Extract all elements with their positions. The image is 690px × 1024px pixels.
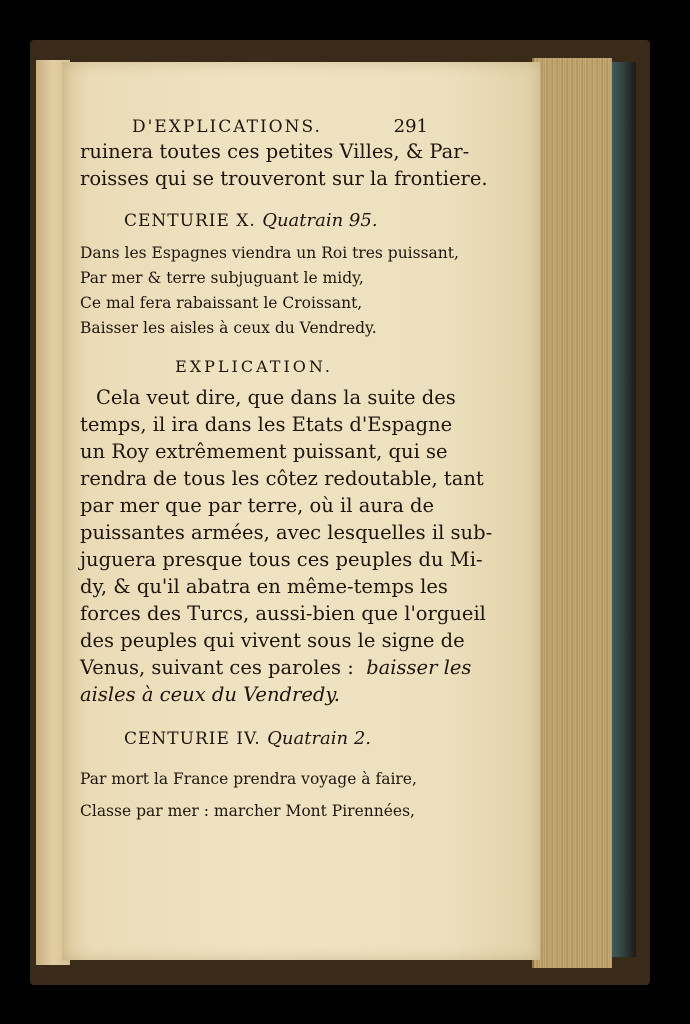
verse-line: Baisser les aisles à ceux du Vendredy. bbox=[80, 319, 377, 337]
text-line bbox=[80, 654, 472, 681]
text-line: rendra de tous les côtez redoutable, tant bbox=[80, 467, 484, 490]
verse-line: Ce mal fera rabaissant le Croissant, bbox=[80, 294, 363, 312]
text-line: juguera presque tous ces peuples du Mi- bbox=[80, 548, 483, 571]
running-head bbox=[80, 116, 428, 136]
page-block-edge bbox=[532, 58, 612, 968]
text-line: un Roy extrêmement puissant, qui se bbox=[80, 440, 448, 463]
verse-block bbox=[80, 241, 459, 341]
opening-paragraph bbox=[80, 138, 488, 192]
text-segment: Venus, suivant ces paroles : bbox=[80, 656, 354, 679]
running-head-title: D'EXPLICATIONS. bbox=[132, 117, 322, 137]
section-heading-italic: Quatrain 95. bbox=[262, 210, 378, 231]
section-heading-label: CENTURIE IV. bbox=[124, 729, 261, 749]
verse-line: Par mer & terre subjuguant le midy, bbox=[80, 269, 364, 287]
verse-line: Dans les Espagnes viendra un Roi tres puissant, bbox=[80, 244, 459, 262]
text-line: Cela veut dire, que dans la suite des bbox=[96, 386, 456, 409]
explication-heading: EXPLICATION. bbox=[175, 357, 333, 376]
text-line: dy, & qu'il abatra en même-temps les bbox=[80, 575, 448, 598]
section-heading bbox=[124, 210, 428, 231]
text-line: roisses qui se trouveront sur la frontiere. bbox=[80, 167, 488, 190]
quoted-phrase-line: aisles à ceux du Vendredy. bbox=[80, 683, 340, 706]
verse-line: Par mort la France prendra voyage à faire, bbox=[80, 770, 417, 788]
verse-line: Classe par mer : marcher Mont Pirennées, bbox=[80, 802, 415, 820]
section-heading bbox=[124, 728, 428, 749]
text-line: temps, il ira dans les Etats d'Espagne bbox=[80, 413, 453, 436]
explication-paragraph bbox=[80, 384, 493, 708]
quoted-phrase: baisser les bbox=[366, 656, 472, 679]
text-line: ruinera toutes ces petites Villes, & Par- bbox=[80, 140, 470, 163]
text-line: des peuples qui vivent sous le signe de bbox=[80, 629, 465, 652]
text-line: puissantes armées, avec lesquelles il sub- bbox=[80, 521, 493, 544]
verse-block bbox=[80, 763, 428, 827]
text-line: forces des Turcs, aussi-bien que l'orgueil bbox=[80, 602, 486, 625]
page-number: 291 bbox=[393, 116, 428, 137]
section-heading-label: CENTURIE X. bbox=[124, 211, 256, 231]
section-heading-italic: Quatrain 2. bbox=[267, 728, 372, 749]
text-line: par mer que par terre, où il aura de bbox=[80, 494, 435, 517]
page-text bbox=[80, 116, 493, 827]
